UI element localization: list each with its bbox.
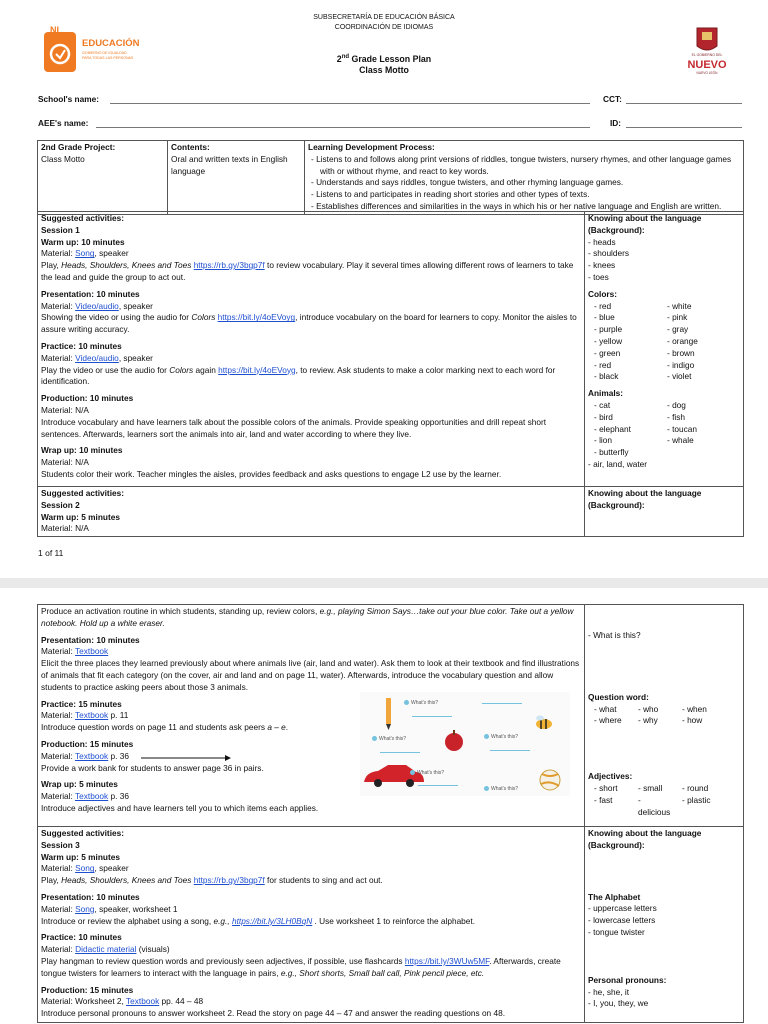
- textbook-link-3[interactable]: Textbook: [74, 750, 109, 761]
- contents-cell: Contents: Oral and written texts in English language: [168, 141, 305, 215]
- svg-text:NUEVO LEÓN: NUEVO LEÓN: [696, 71, 718, 75]
- educacion-text: EDUCACIÓN: [82, 38, 140, 49]
- textbook-illustration: What's this? What's this? What's this? What's this? What's this?: [360, 692, 570, 796]
- ldp-cell: Learning Development Process: - Listens to and follows along print versions of riddles, tongue twisters, nursery rhymes, and other language games with or without rhyme, and react to key words. - Understands and says riddles, tongue twisters, and other rhyming language games. - Listens to and participates in reading short stories and other types of texts. - Establishes differences and similarities in the ways in which his or her native language and English are written.: [305, 141, 744, 215]
- svg-text:PARA TODAS LAS PERSONAS: PARA TODAS LAS PERSONAS: [82, 56, 134, 60]
- session-3-background: Knowing about the language (Background): The Alphabet - uppercase letters - lowercase letters - tongue twister Personal pronouns: - he, she, it - I, you, they, we: [585, 827, 744, 1023]
- textbook-link-4[interactable]: Textbook: [74, 791, 109, 802]
- textbook-link-2[interactable]: Textbook: [74, 710, 109, 721]
- session-2-activities: Produce an activation routine in which students, standing up, review colors, e.g., playing Simon Says…take out your blue color. Take out a yellow notebook. Hold up a white eraser. Presentation: 10 minutes Material: Textbook Elicit the three places they learned previously about where animals live (air, land and water). Ask them to look at their textbook and find illustrations of animals that fit each category (on the cover, air and land and on page 11, water). Afterwards, introduce the vocabulary question and allow students to practice asking peers about those 3 animals. Practice: 15 minutes Material: Textbook p. 11 Introduce question words on page 11 and students ask peers a – e. Production: 15 minutes Material: Textbook p. 36 Provide a work bank for students to answer page 36 in pairs. Wrap up: 5 minutes Material: Textbook p. 36 Introduce adjectives and have learners tell you to which items each applies.: [38, 605, 585, 827]
- session-2-activities-start: Suggested activities: Session 2 Warm up: 5 minutes Material: N/A: [38, 487, 585, 537]
- id-label: ID:: [610, 118, 622, 128]
- video-audio-link[interactable]: Video/audio: [75, 300, 119, 311]
- session-1-activities: Suggested activities: Session 1 Warm up: 10 minutes Material: Song, speaker Play, Heads, Shoulders, Knees and Toes https://rb.gy/3bgp7f to review vocabulary. Play it several times allowing different rows of learners to take the lead and guide the group to act out. Presentation: 10 minutes Material: Video/audio, speaker Showing the video or using the audio for Colors https://bit.ly/4oEVoyg, introduce vocabulary on the board for learners to copy. Monitor the aisles to assure writing accuracy. Practice: 10 minutes Material: Video/audio, speaker Play the video or use the audio for Colors again https://bit.ly/4oEVoyg, to review. Ask students to make a color marking next to each word for identification. Production: 10 minutes Material: N/A Introduce vocabulary and have learners talk about the possible colors of the animals. Provide speaking opportunities and drill repeat short sentences. Afterwards, learners sort the animals into air, land and water according to where they live. Wrap up: 10 minutes Material: N/A Students color their work. Teacher mingles the aisles, provides feedback and asks questions to engage L2 use by the learner.: [38, 212, 585, 487]
- cct-field[interactable]: [626, 103, 742, 104]
- aee-name-label: AEE's name:: [38, 118, 89, 128]
- session-1-background: Knowing about the language (Background): - heads - shoulders - knees - toes Colors: - red - white - blue - pink - purple - gray - yellow - orange - green - brown - red - indigo - black - violet Animals: - cat - dog - bird - fish - elephant - toucan - lion - whale - butterfly - air, land, water: [585, 212, 744, 487]
- video-audio-link-2[interactable]: Video/audio: [75, 352, 119, 363]
- textbook-link[interactable]: Textbook: [74, 646, 109, 657]
- page-title: 2nd Grade Lesson Plan Class Motto: [0, 52, 768, 76]
- cct-label: CCT:: [603, 94, 622, 104]
- textbook-link-5[interactable]: Textbook: [126, 996, 160, 1007]
- session-2-background-start: Knowing about the language (Background):: [585, 487, 744, 537]
- nuevo-leon-seal: [683, 26, 731, 78]
- session-3-activities: Suggested activities: Session 3 Warm up: 5 minutes Material: Song, speaker Play, Heads, Shoulders, Knees and Toes https://rb.gy/3bgp7f for students to sing and act out. Presentation: 10 minutes Material: Song, speaker, worksheet 1 Introduce or review the alphabet using a song, e.g., https://bit.ly/3LH0BqN . Use worksheet 1 to reinforce the alphabet. Practice: 10 minutes Material: Didactic material (visuals) Play hangman to review question words and previously seen adjectives, if possible, use flashcards https://bit.ly/3WUw5MF. Afterwards, create tongue twisters for learners to interact with the language in pairs, e.g., Short shorts, Small ball call, Pink pencil piece, etc. Production: 15 minutes Material: Worksheet 2, Textbook pp. 44 – 48 Introduce personal pronouns to answer worksheet 2. Read the story on page 44 – 47 and answer the reading questions on 48.: [38, 827, 585, 1023]
- session-2-background: - What is this? Question word: - what - who - when - where - why - how Adjectives: - short - small - round - fast - delicious - plastic: [585, 605, 744, 827]
- question-words-list: - what - who - when - where - why - how: [594, 703, 707, 726]
- svg-text:GOBIERNO DE IGUALDAD: GOBIERNO DE IGUALDAD: [82, 51, 127, 55]
- project-cell: 2nd Grade Project: Class Motto: [38, 141, 168, 215]
- illustration-drawing: [360, 692, 570, 796]
- song-url-link-3[interactable]: https://rb.gy/3bgp7f: [193, 875, 265, 886]
- sessions-table-p2: [37, 604, 744, 1023]
- page-2: [0, 588, 768, 1024]
- colors-url-link-2[interactable]: https://bit.ly/4oEVoyg: [218, 364, 296, 375]
- sessions-table-p1: [37, 211, 744, 537]
- svg-text:NUEVO: NUEVO: [687, 59, 727, 71]
- page-number: 1 of 11: [38, 548, 64, 558]
- song-link[interactable]: Song: [75, 248, 95, 259]
- animals-list: - cat - dog - bird - fish - elephant - toucan - lion - whale: [594, 399, 697, 446]
- arrow-icon: [141, 755, 231, 761]
- flashcards-url-link[interactable]: https://bit.ly/3WUw5MF: [404, 955, 490, 966]
- adjectives-list: - short - small - round - fast - delicious - plastic: [594, 782, 711, 817]
- header-institution: SUBSECRETARÍA DE EDUCACIÓN BÁSICA COORDINACIÓN DE IDIOMAS: [313, 14, 455, 31]
- song-url-link[interactable]: https://rb.gy/3bgp7f: [193, 260, 265, 271]
- page-subtitle: Class Motto: [359, 64, 409, 75]
- colors-list: - red - white - blue - pink - purple - gray - yellow - orange - green - brown - red - indigo - black - violet: [594, 300, 698, 382]
- school-name-label: School's name:: [38, 94, 99, 104]
- svg-text:EL GOBIERNO DEL: EL GOBIERNO DEL: [691, 53, 723, 57]
- project-table: [37, 140, 744, 215]
- song-link-3[interactable]: Song: [75, 863, 95, 874]
- nl-text: NL: [50, 25, 62, 35]
- alphabet-url-link[interactable]: https://bit.ly/3LH0BqN: [231, 915, 313, 926]
- id-field[interactable]: [626, 127, 742, 128]
- school-name-field[interactable]: [110, 103, 590, 104]
- song-link-4[interactable]: Song: [75, 903, 95, 914]
- aee-name-field[interactable]: [96, 127, 590, 128]
- colors-url-link[interactable]: https://bit.ly/4oEVoyg: [217, 312, 296, 323]
- didactic-material-link[interactable]: Didactic material: [75, 944, 137, 955]
